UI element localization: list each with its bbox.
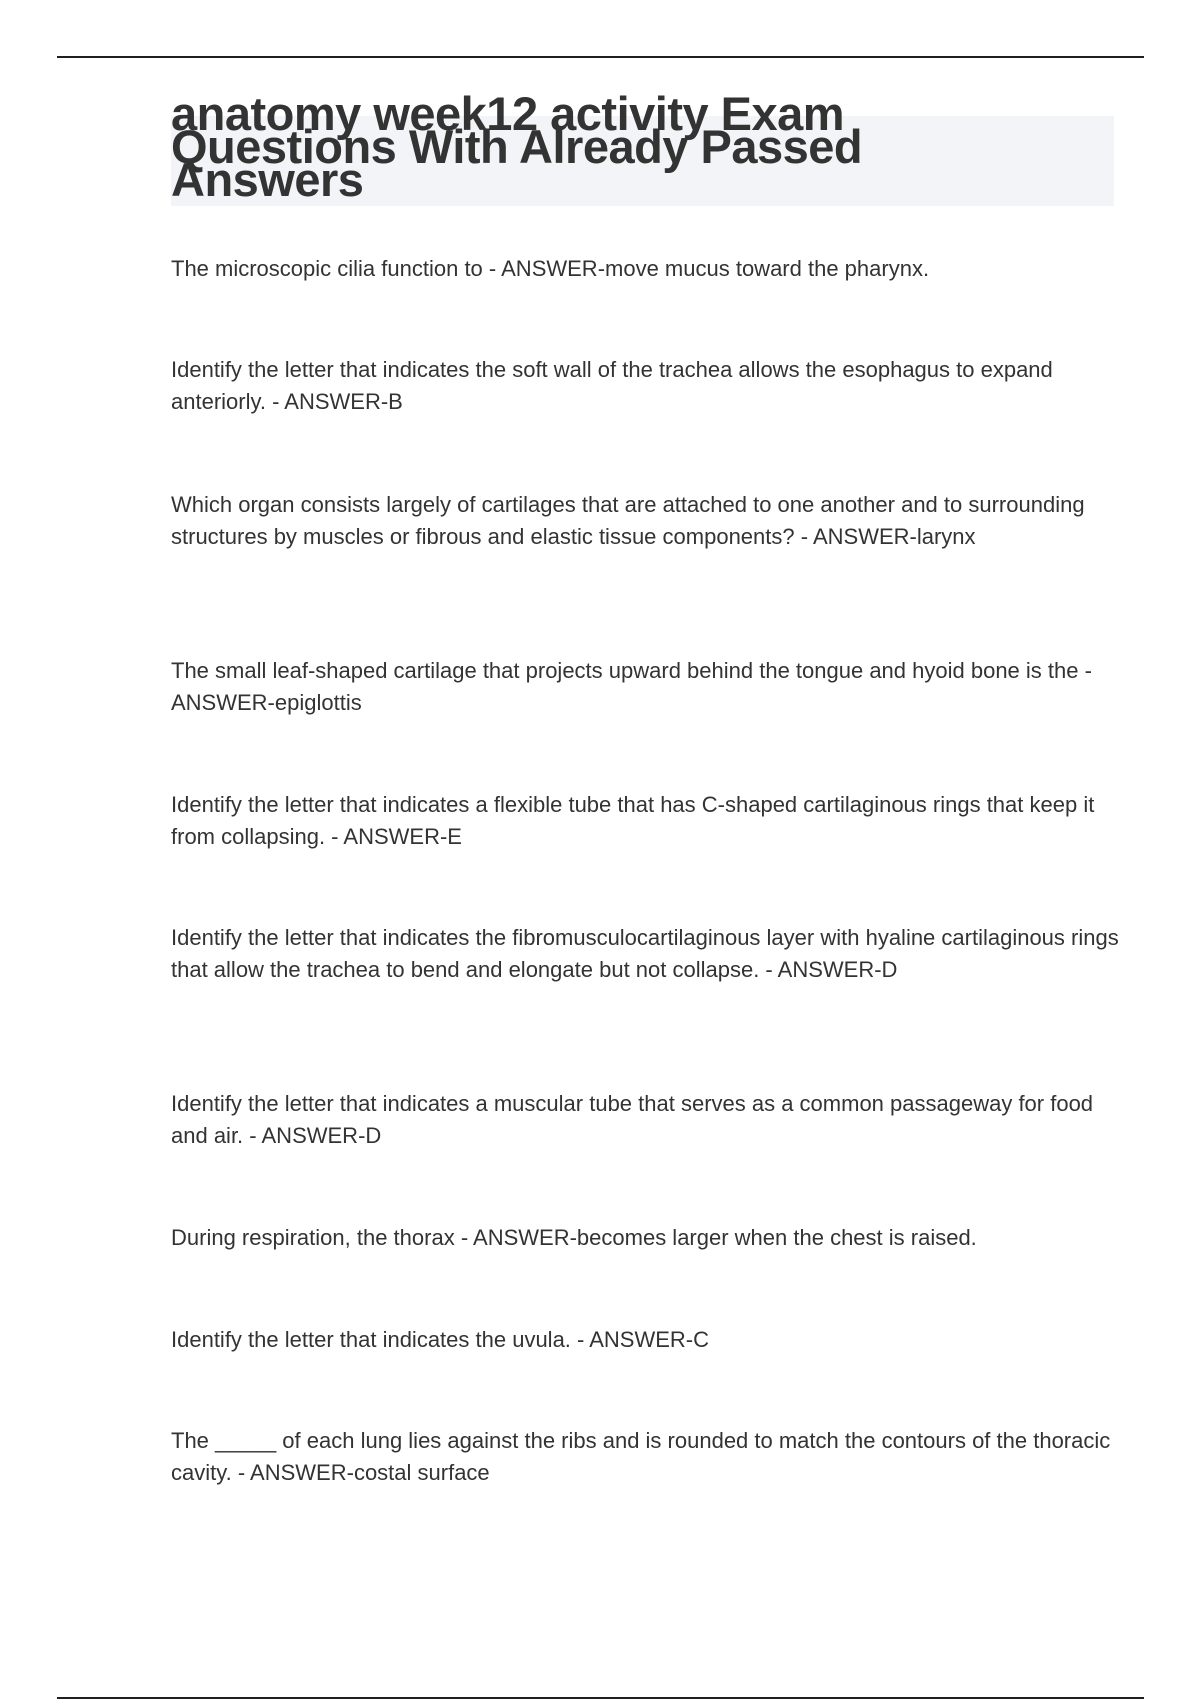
qa-item: The microscopic cilia function to - ANSWER-move mucus toward the pharynx. xyxy=(171,256,930,281)
document-title: anatomy week12 activity Exam Questions With Already Passed Answers xyxy=(171,87,863,206)
qa-item: Identify the letter that indicates the uvula. - ANSWER-C xyxy=(171,1327,710,1352)
bottom-rule xyxy=(57,1697,1144,1699)
qa-item: The small leaf-shaped cartilage that projects upward behind the tongue and hyoid bone is the - ANSWER-epiglottis xyxy=(171,658,1092,715)
qa-item: Identify the letter that indicates the soft wall of the trachea allows the esophagus to expand anteriorly. - ANSWER-B xyxy=(171,357,1053,414)
qa-item: The _____ of each lung lies against the ribs and is rounded to match the contours of the thoracic cavity. - ANSWER-costal surface xyxy=(171,1428,1111,1485)
qa-item: Identify the letter that indicates a flexible tube that has C-shaped cartilaginous rings that keep it from collapsing. - ANSWER-E xyxy=(171,792,1095,849)
qa-item: Identify the letter that indicates the fibromusculocartilaginous layer with hyaline cartilaginous rings that allow the trachea to bend and elongate but not collapse. - ANSWER-D xyxy=(171,925,1119,982)
top-rule xyxy=(57,56,1144,58)
qa-item: During respiration, the thorax - ANSWER-becomes larger when the chest is raised. xyxy=(171,1225,977,1250)
qa-item: Which organ consists largely of cartilages that are attached to one another and to surrounding structures by muscles or fibrous and elastic tissue components? - ANSWER-larynx xyxy=(171,492,1085,549)
qa-item: Identify the letter that indicates a muscular tube that serves as a common passageway for food and air. - ANSWER-D xyxy=(171,1091,1094,1148)
